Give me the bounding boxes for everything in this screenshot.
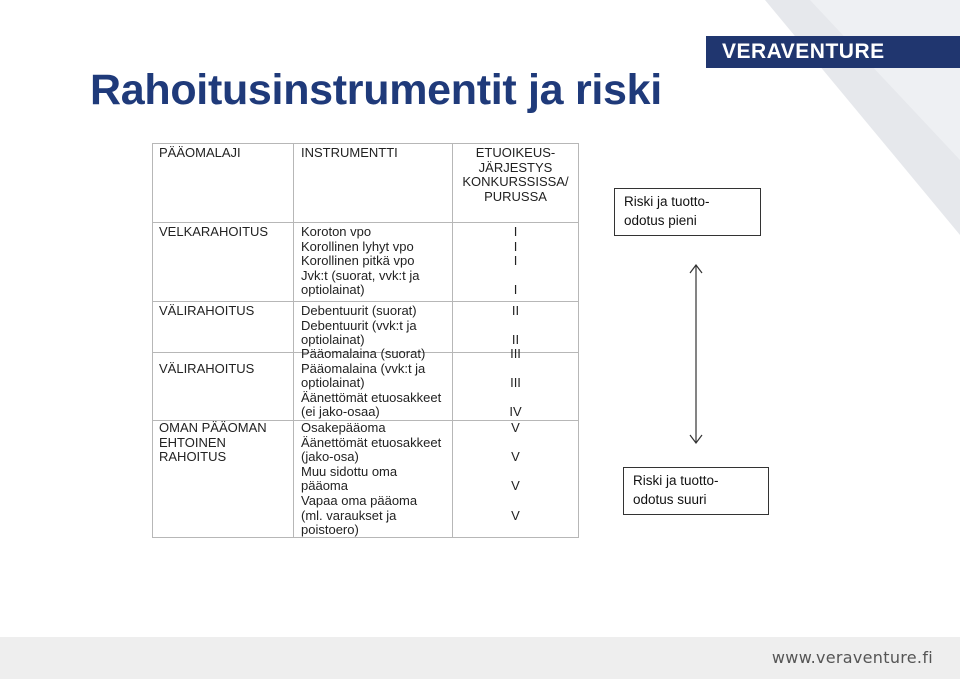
table-row-divider (152, 222, 579, 223)
header-paaomalaji: PÄÄOMALAJI (159, 145, 241, 160)
risk-double-arrow (686, 262, 706, 446)
row-instruments: Pääomalaina (suorat) Pääomalaina (vvk:t ja optiolainat) Äänettömät etuosakkeet (ei jako-osaa) (301, 346, 442, 420)
row-priority: III III IV (509, 346, 522, 420)
table-border-left (152, 143, 153, 538)
row-category: VÄLIRAHOITUS (159, 361, 255, 376)
row-instruments: Koroton vpo Korollinen lyhyt vpo Korollinen pitkä vpo Jvk:t (suorat, vvk:t ja optiolainat) (301, 224, 420, 298)
table-border-right (578, 143, 579, 538)
footer-url: www.veraventure.fi (771, 648, 933, 667)
page-title: Rahoitusinstrumentit ja riski (90, 66, 662, 114)
table-row-divider (152, 301, 579, 302)
table-border-top (152, 143, 579, 144)
header-etuoikeusjarjestys: ETUOIKEUS- JÄRJESTYS KONKURSSISSA/ PURUSSA (462, 145, 569, 204)
row-instruments: Osakepääoma Äänettömät etuosakkeet (jako-osa) Muu sidottu oma pääoma Vapaa oma pääoma (ml. varaukset ja poistoero) (301, 420, 442, 538)
row-category: VELKARAHOITUS (159, 224, 269, 239)
row-category: OMAN PÄÄOMAN EHTOINEN RAHOITUS (159, 420, 267, 465)
table-col-divider (293, 143, 294, 538)
risk-high-box: Riski ja tuotto- odotus suuri (623, 467, 769, 515)
row-category: VÄLIRAHOITUS (159, 303, 255, 318)
veraventure-logo (706, 36, 960, 68)
risk-low-box: Riski ja tuotto- odotus pieni (614, 188, 761, 236)
row-priority: V V V V (511, 420, 520, 523)
logo-text: VERAVENTURE (722, 40, 885, 63)
header-instrumentti: INSTRUMENTTI (301, 145, 398, 160)
row-instruments: Debentuurit (suorat) Debentuurit (vvk:t ja optiolainat) (301, 303, 417, 348)
row-priority: I I I I (513, 224, 518, 298)
row-priority: II II (511, 303, 520, 348)
